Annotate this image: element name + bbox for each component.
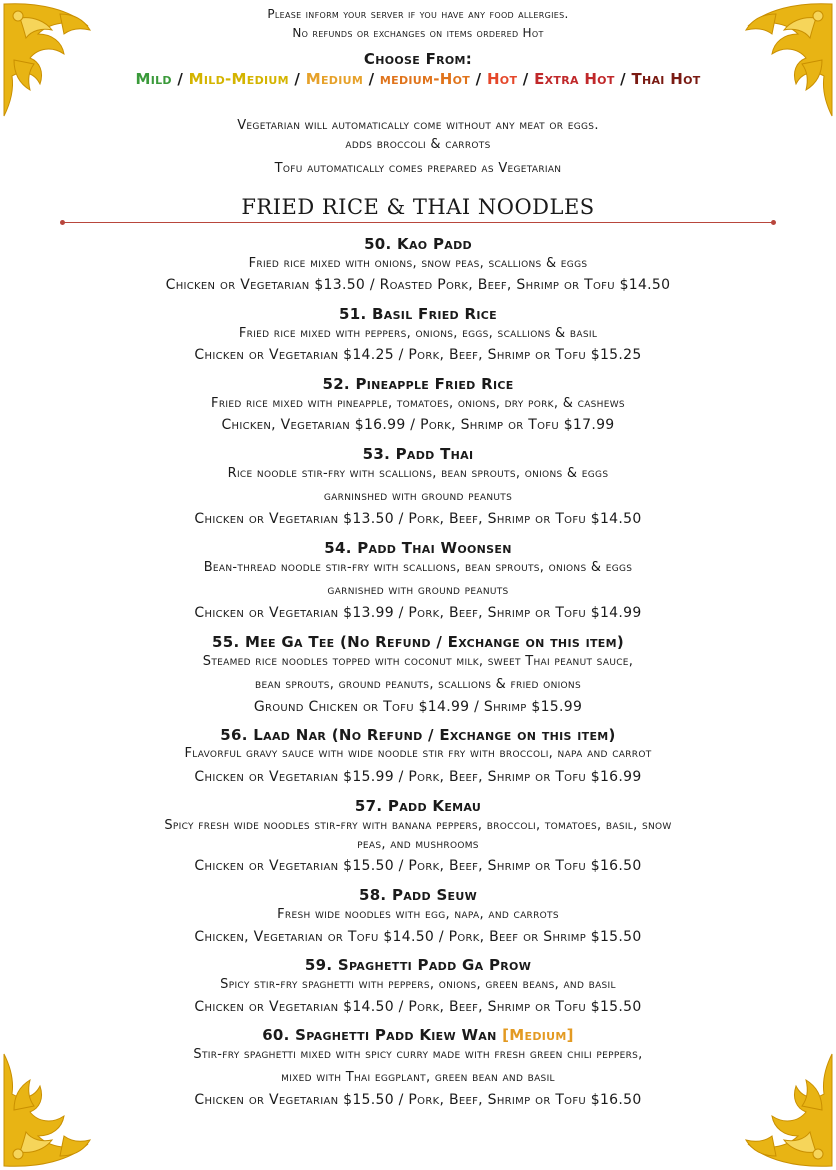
menu-item-title: 59. Spaghetti Padd Ga Prow — [304, 956, 532, 974]
tofu-note: Tofu automatically comes prepared as Vegetarian — [274, 161, 562, 176]
thai-ornament-icon — [0, 1050, 120, 1170]
spice-level-hot: Hot — [486, 70, 518, 88]
menu-item-title-text: 60. Spaghetti Padd Kiew Wan — [262, 1026, 497, 1044]
spice-level-medium: Medium — [305, 70, 364, 88]
thai-ornament-icon — [716, 1050, 836, 1170]
spice-levels — [0, 70, 836, 88]
refund-notice: No refunds or exchanges on items ordered Hot — [292, 26, 544, 40]
menu-item-description: Fresh wide noodles with egg, napa, and carrots — [277, 907, 559, 922]
menu-item-description: Spicy fresh wide noodles stir-fry with banana peppers, broccoli, tomatoes, basil, snow — [164, 818, 672, 833]
menu-item-price: Chicken, Vegetarian or Tofu $14.50 / Pork, Beef or Shrimp $15.50 — [194, 929, 642, 945]
menu-item-description: Bean-thread noodle stir-fry with scallions, bean sprouts, onions & eggs — [203, 560, 633, 575]
vegetarian-extras: adds broccoli & carrots — [345, 137, 491, 152]
menu-item-price: Chicken, Vegetarian $16.99 / Pork, Shrimp or Tofu $17.99 — [221, 417, 615, 433]
menu-item-title: 52. Pineapple Fried Rice — [322, 375, 514, 393]
section-title: FRIED RICE & THAI NOODLES — [241, 195, 595, 219]
menu-item-title: 56. Laad Nar (No Refund / Exchange on this item) — [220, 726, 616, 744]
menu-item-title: 53. Padd Thai — [362, 445, 474, 463]
menu-item-description: Stir-fry spaghetti mixed with spicy curry made with fresh green chili peppers, — [193, 1047, 643, 1062]
allergy-notice: Please inform your server if you have any food allergies. — [267, 7, 569, 21]
spice-title: Choose From: — [363, 50, 473, 68]
menu-item-description: Steamed rice noodles topped with coconut milk, sweet Thai peanut sauce, — [202, 654, 634, 669]
menu-item-price: Chicken or Vegetarian $15.99 / Pork, Beef, Shrimp or Tofu $16.99 — [194, 769, 642, 785]
section-divider — [62, 222, 774, 223]
menu-item-price: Chicken or Vegetarian $13.99 / Pork, Beef, Shrimp or Tofu $14.99 — [194, 605, 642, 621]
spice-level-mild: Mild — [135, 70, 172, 88]
medium-tag: [Medium] — [502, 1026, 574, 1044]
separator: / — [171, 70, 189, 88]
menu-item-price: Chicken or Vegetarian $15.50 / Pork, Beef, Shrimp or Tofu $16.50 — [194, 858, 642, 874]
menu-item-description: Flavorful gravy sauce with wide noodle stir fry with broccoli, napa and carrot — [184, 746, 652, 761]
menu-item-description: Fried rice mixed with onions, snow peas, scallions & eggs — [248, 256, 588, 271]
menu-item-title: 50. Kao Padd — [364, 235, 472, 253]
menu-item-title: 51. Basil Fried Rice — [339, 305, 497, 323]
menu-item-title: 58. Padd Seuw — [358, 886, 478, 904]
separator: / — [363, 70, 380, 88]
menu-item-title: 55. Mee Ga Tee (No Refund / Exchange on this item) — [212, 633, 624, 651]
menu-item-title — [0, 1026, 836, 1044]
menu-item-price: Chicken or Vegetarian $13.50 / Roasted Pork, Beef, Shrimp or Tofu $14.50 — [165, 277, 671, 293]
spice-level-medium-hot: medium-Hot — [379, 70, 471, 88]
menu-item-price: Chicken or Vegetarian $14.50 / Pork, Beef, Shrimp or Tofu $15.50 — [194, 999, 642, 1015]
menu-item-description: garnished with ground peanuts — [327, 583, 509, 598]
menu-item-description: garninshed with ground peanuts — [323, 489, 513, 504]
menu-item-description: Rice noodle stir-fry with scallions, bean sprouts, onions & eggs — [227, 466, 609, 481]
separator: / — [288, 70, 306, 88]
spice-level-mild-medium: Mild-Medium — [188, 70, 289, 88]
menu-item-description: Fried rice mixed with pineapple, tomatoes, onions, dry pork, & cashews — [211, 396, 625, 411]
menu-item-price: Chicken or Vegetarian $14.25 / Pork, Beef, Shrimp or Tofu $15.25 — [194, 347, 642, 363]
vegetarian-note: Vegetarian will automatically come without any meat or eggs. — [237, 118, 599, 133]
menu-item-description: peas, and mushrooms — [357, 837, 479, 852]
menu-item-price: Chicken or Vegetarian $15.50 / Pork, Beef, Shrimp or Tofu $16.50 — [194, 1092, 642, 1108]
spice-level-extra-hot: Extra Hot — [534, 70, 615, 88]
menu-item-price: Ground Chicken or Tofu $14.99 / Shrimp $15.99 — [253, 699, 583, 715]
menu-item-title: 57. Padd Kemau — [354, 797, 482, 815]
menu-item-description: Spicy stir-fry spaghetti with peppers, onions, green beans, and basil — [220, 977, 616, 992]
separator: / — [470, 70, 487, 88]
spice-level-thai-hot: Thai Hot — [631, 70, 701, 88]
menu-item-description: bean sprouts, ground peanuts, scallions & fried onions — [255, 677, 581, 692]
menu-item-description: Fried rice mixed with peppers, onions, eggs, scallions & basil — [238, 326, 598, 341]
separator: / — [614, 70, 632, 88]
separator: / — [517, 70, 535, 88]
menu-item-price: Chicken or Vegetarian $13.50 / Pork, Beef, Shrimp or Tofu $14.50 — [194, 511, 642, 527]
menu-item-title: 54. Padd Thai Woonsen — [324, 539, 512, 557]
menu-item-description: mixed with Thai eggplant, green bean and basil — [281, 1070, 555, 1085]
